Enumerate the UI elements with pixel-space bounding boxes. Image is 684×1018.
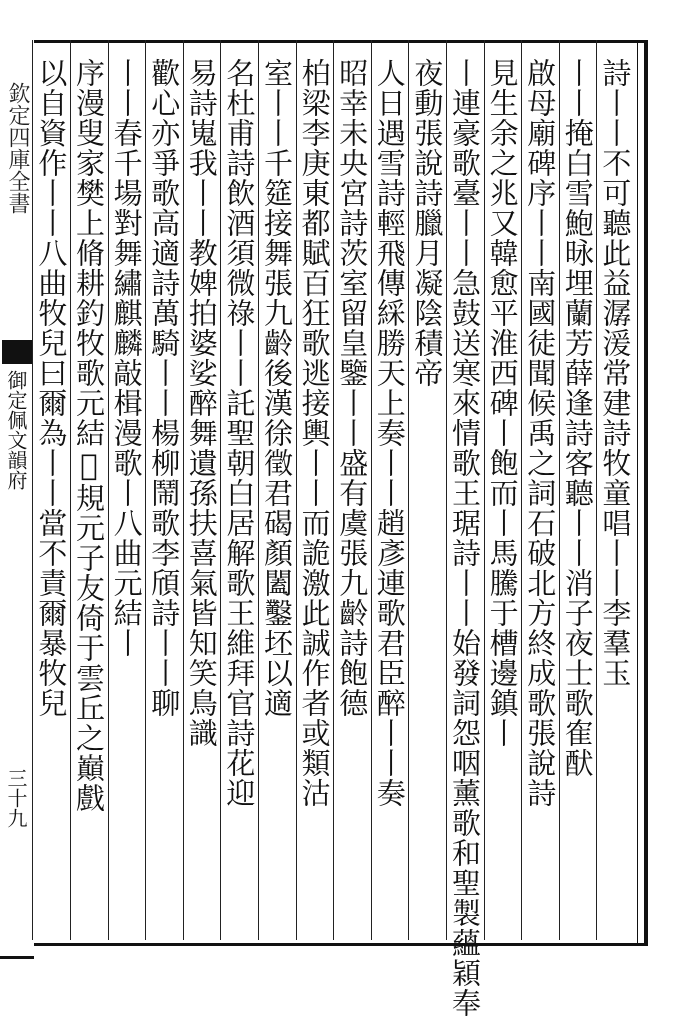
- column-divider: [333, 40, 334, 940]
- column-divider: [484, 40, 485, 940]
- page-number: 三十九: [4, 768, 28, 828]
- column-divider: [559, 40, 560, 940]
- text-column: 丨連豪歌臺丨丨急鼓送寒來情歌王琚詩丨丨始發詞怨咽薰歌和聖製蘊穎奉: [448, 58, 482, 1018]
- page-margin: [0, 40, 34, 940]
- text-column: 詩丨丨不可聽此益潺湲常建詩牧童唱丨丨李羣玉: [598, 58, 633, 688]
- column-divider: [446, 40, 447, 940]
- text-column: 人日遇雪詩輕飛傳綵勝天上奏丨丨趙彥連歌君臣醉丨丨奏: [372, 58, 407, 808]
- text-column: 見生余之兆又韓愈平淮西碑丨飽而丨馬騰于槽邊鎮丨: [485, 58, 520, 748]
- column-divider: [521, 40, 522, 940]
- text-column: 室丨丨千筵接舞張九齡後漢徐徵君碣顏闔鑿坯以適: [260, 58, 294, 718]
- text-column: 啟母廟碑序丨丨南國徒聞候禹之詞石破北方終成歌張說詩: [523, 58, 558, 808]
- column-divider: [32, 40, 33, 940]
- column-divider: [220, 40, 221, 940]
- text-column: 柏梁李庚東都賦百狂歌逃接輿丨丨而詭激此誠作者或類沽: [297, 58, 332, 808]
- fishtail-mark: [2, 340, 32, 364]
- column-divider: [296, 40, 297, 940]
- text-column: 丨丨掩白雪鮑昹埋蘭芳薛逢詩客聽丨丨消子夜士歌隺䣭: [560, 58, 595, 778]
- text-column: 名杜甫詩飲酒須微祿丨丨託聖朝白居解歌王維拜官詩花迎: [222, 58, 257, 808]
- text-column: 丨丨春千場對舞繡麒麟敲楫漫歌丨八曲元結丨: [109, 58, 144, 658]
- column-divider: [108, 40, 109, 940]
- series-title: 欽定四庫全書: [5, 82, 30, 214]
- text-column: 易詩嵬我丨丨教婢拍婆娑醉舞遺孫扶喜氣皆知笑鳥識: [184, 58, 219, 748]
- column-divider: [70, 40, 71, 940]
- column-divider: [596, 40, 597, 940]
- column-divider: [183, 40, 184, 940]
- column-divider: [408, 40, 409, 940]
- margin-rule: [0, 956, 34, 959]
- text-column: 以自資作丨丨八曲牧兒曰爾為丨丨當不責爾暴牧兒: [34, 58, 69, 718]
- text-column: 昭幸未央宮詩茨室留皇鑒丨丨盛有虞張九齡詩飽德: [335, 58, 370, 718]
- text-column: 夜動張說詩臘月凝陰積帝: [410, 58, 445, 388]
- column-divider: [371, 40, 372, 940]
- column-divider: [145, 40, 146, 940]
- book-title: 御定佩文韻府: [4, 370, 28, 490]
- text-column: 序漫叟家樊上脩耕釣牧歌元結𦾛規元子友倚于雲丘之巔戲: [72, 58, 106, 813]
- column-divider: [258, 40, 259, 940]
- text-column: 歡心亦爭歌高適詩萬騎丨丨楊柳鬧歌李頎詩丨丨聊: [147, 58, 182, 718]
- frame-inner-border: [637, 43, 638, 943]
